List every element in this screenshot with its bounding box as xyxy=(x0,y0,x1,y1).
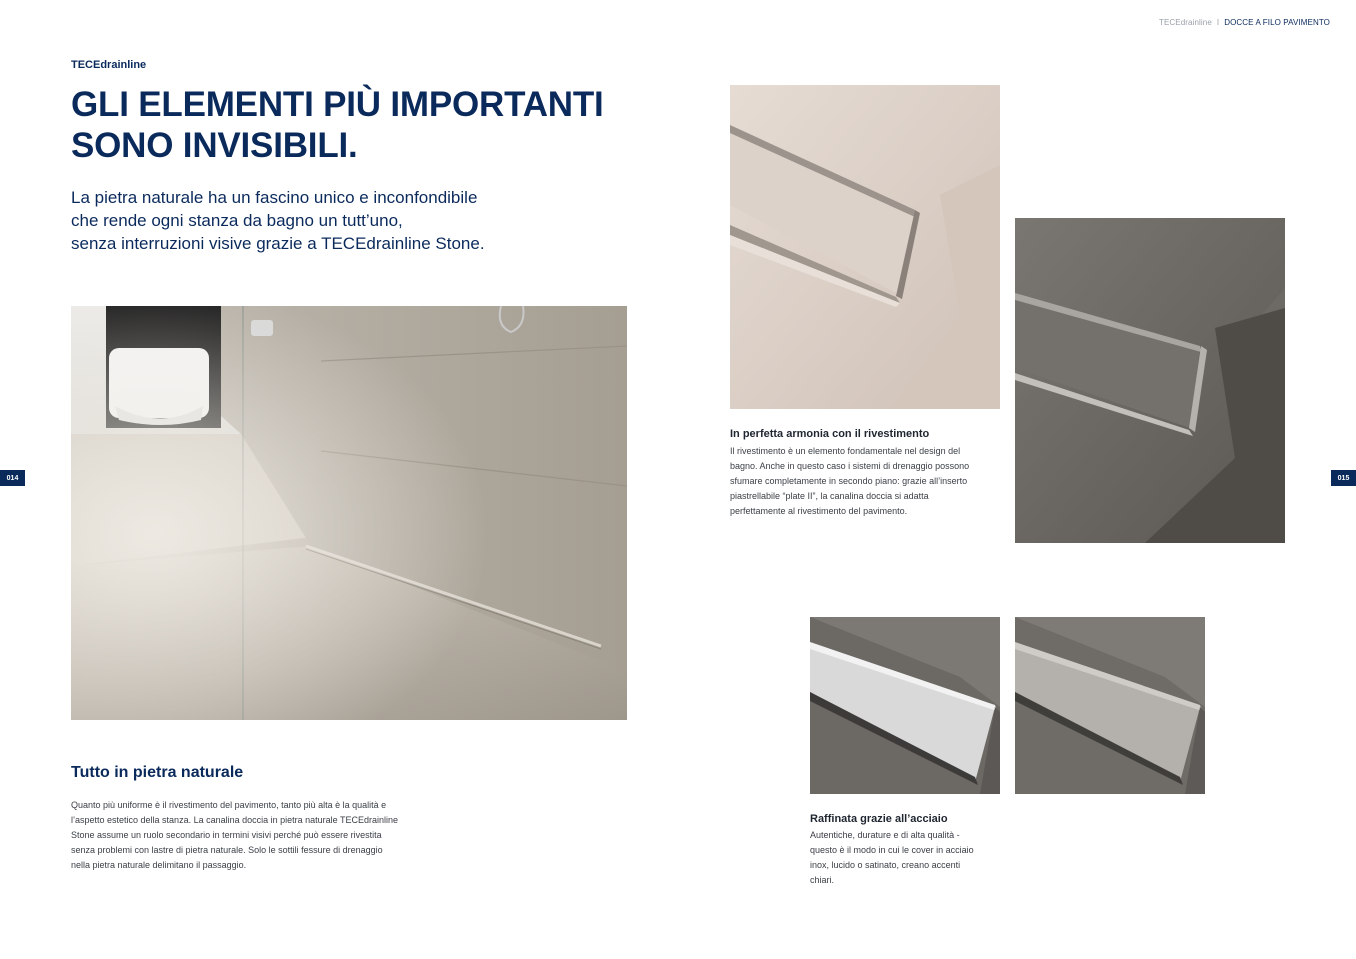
body-line: bagno. Anche in questo caso i sistemi di drenaggio possono xyxy=(730,461,970,471)
header-brand: TECEdrainline xyxy=(1159,18,1212,27)
harmony-heading: In perfetta armonia con il rivestimento xyxy=(730,428,930,440)
body-line: chiari. xyxy=(810,875,835,885)
title-line: SONO INVISIBILI. xyxy=(71,126,358,165)
body-line: Stone assume un ruolo secondario in termini visivi perché può essere rivestita xyxy=(71,830,382,840)
steel-heading: Raffinata grazie all’acciaio xyxy=(810,813,948,825)
lead-line: senza interruzioni visive grazie a TECEdrainline Stone. xyxy=(71,234,485,253)
body-line: inox, lucido o satinato, creano accenti xyxy=(810,860,961,870)
body-line: sfumare completamente in secondo piano: grazie all’inserto xyxy=(730,476,968,486)
page-number-left: 014 xyxy=(0,470,25,486)
steel-drain-polished-photo xyxy=(810,617,1000,794)
header-breadcrumb xyxy=(1159,18,1330,27)
body-line: senza problemi con lastre di pietra naturale. Solo le sottili fessure di drenaggio xyxy=(71,845,383,855)
section-heading: Tutto in pietra naturale xyxy=(71,764,244,781)
title-line: GLI ELEMENTI PIÙ IMPORTANTI xyxy=(71,85,604,124)
brand-label: TECEdrainline xyxy=(71,59,147,71)
section-body xyxy=(71,798,451,873)
lead-line: La pietra naturale ha un fascino unico e inconfondibile xyxy=(71,188,478,207)
body-line: perfettamente al rivestimento del pavimento. xyxy=(730,506,908,516)
drain-dark-tile-photo xyxy=(1015,218,1285,543)
header-separator: I xyxy=(1216,18,1220,27)
lead-paragraph xyxy=(71,186,591,255)
bathroom-stone-photo xyxy=(71,306,627,720)
body-line: nella pietra naturale delimitano il passaggio. xyxy=(71,860,247,870)
body-line: l’aspetto estetico della stanza. La canalina doccia in pietra naturale TECEdrainline xyxy=(71,815,399,825)
body-line: questo è il modo in cui le cover in acciaio xyxy=(810,845,974,855)
harmony-body xyxy=(730,444,1005,519)
page-title xyxy=(71,84,631,166)
body-line: piastrellabile “plate II”, la canalina doccia si adatta xyxy=(730,491,929,501)
body-line: Quanto più uniforme è il rivestimento del pavimento, tanto più alta è la qualità e xyxy=(71,800,387,810)
body-line: Il rivestimento è un elemento fondamentale nel design del xyxy=(730,446,961,456)
steel-drain-satin-photo xyxy=(1015,617,1205,794)
body-line: Autentiche, durature e di alta qualità - xyxy=(810,830,960,840)
page-number-right: 015 xyxy=(1331,470,1356,486)
steel-body xyxy=(810,828,1010,888)
header-section: DOCCE A FILO PAVIMENTO xyxy=(1224,18,1330,27)
lead-line: che rende ogni stanza da bagno un tutt’uno, xyxy=(71,211,403,230)
drain-light-tile-photo xyxy=(730,85,1000,409)
